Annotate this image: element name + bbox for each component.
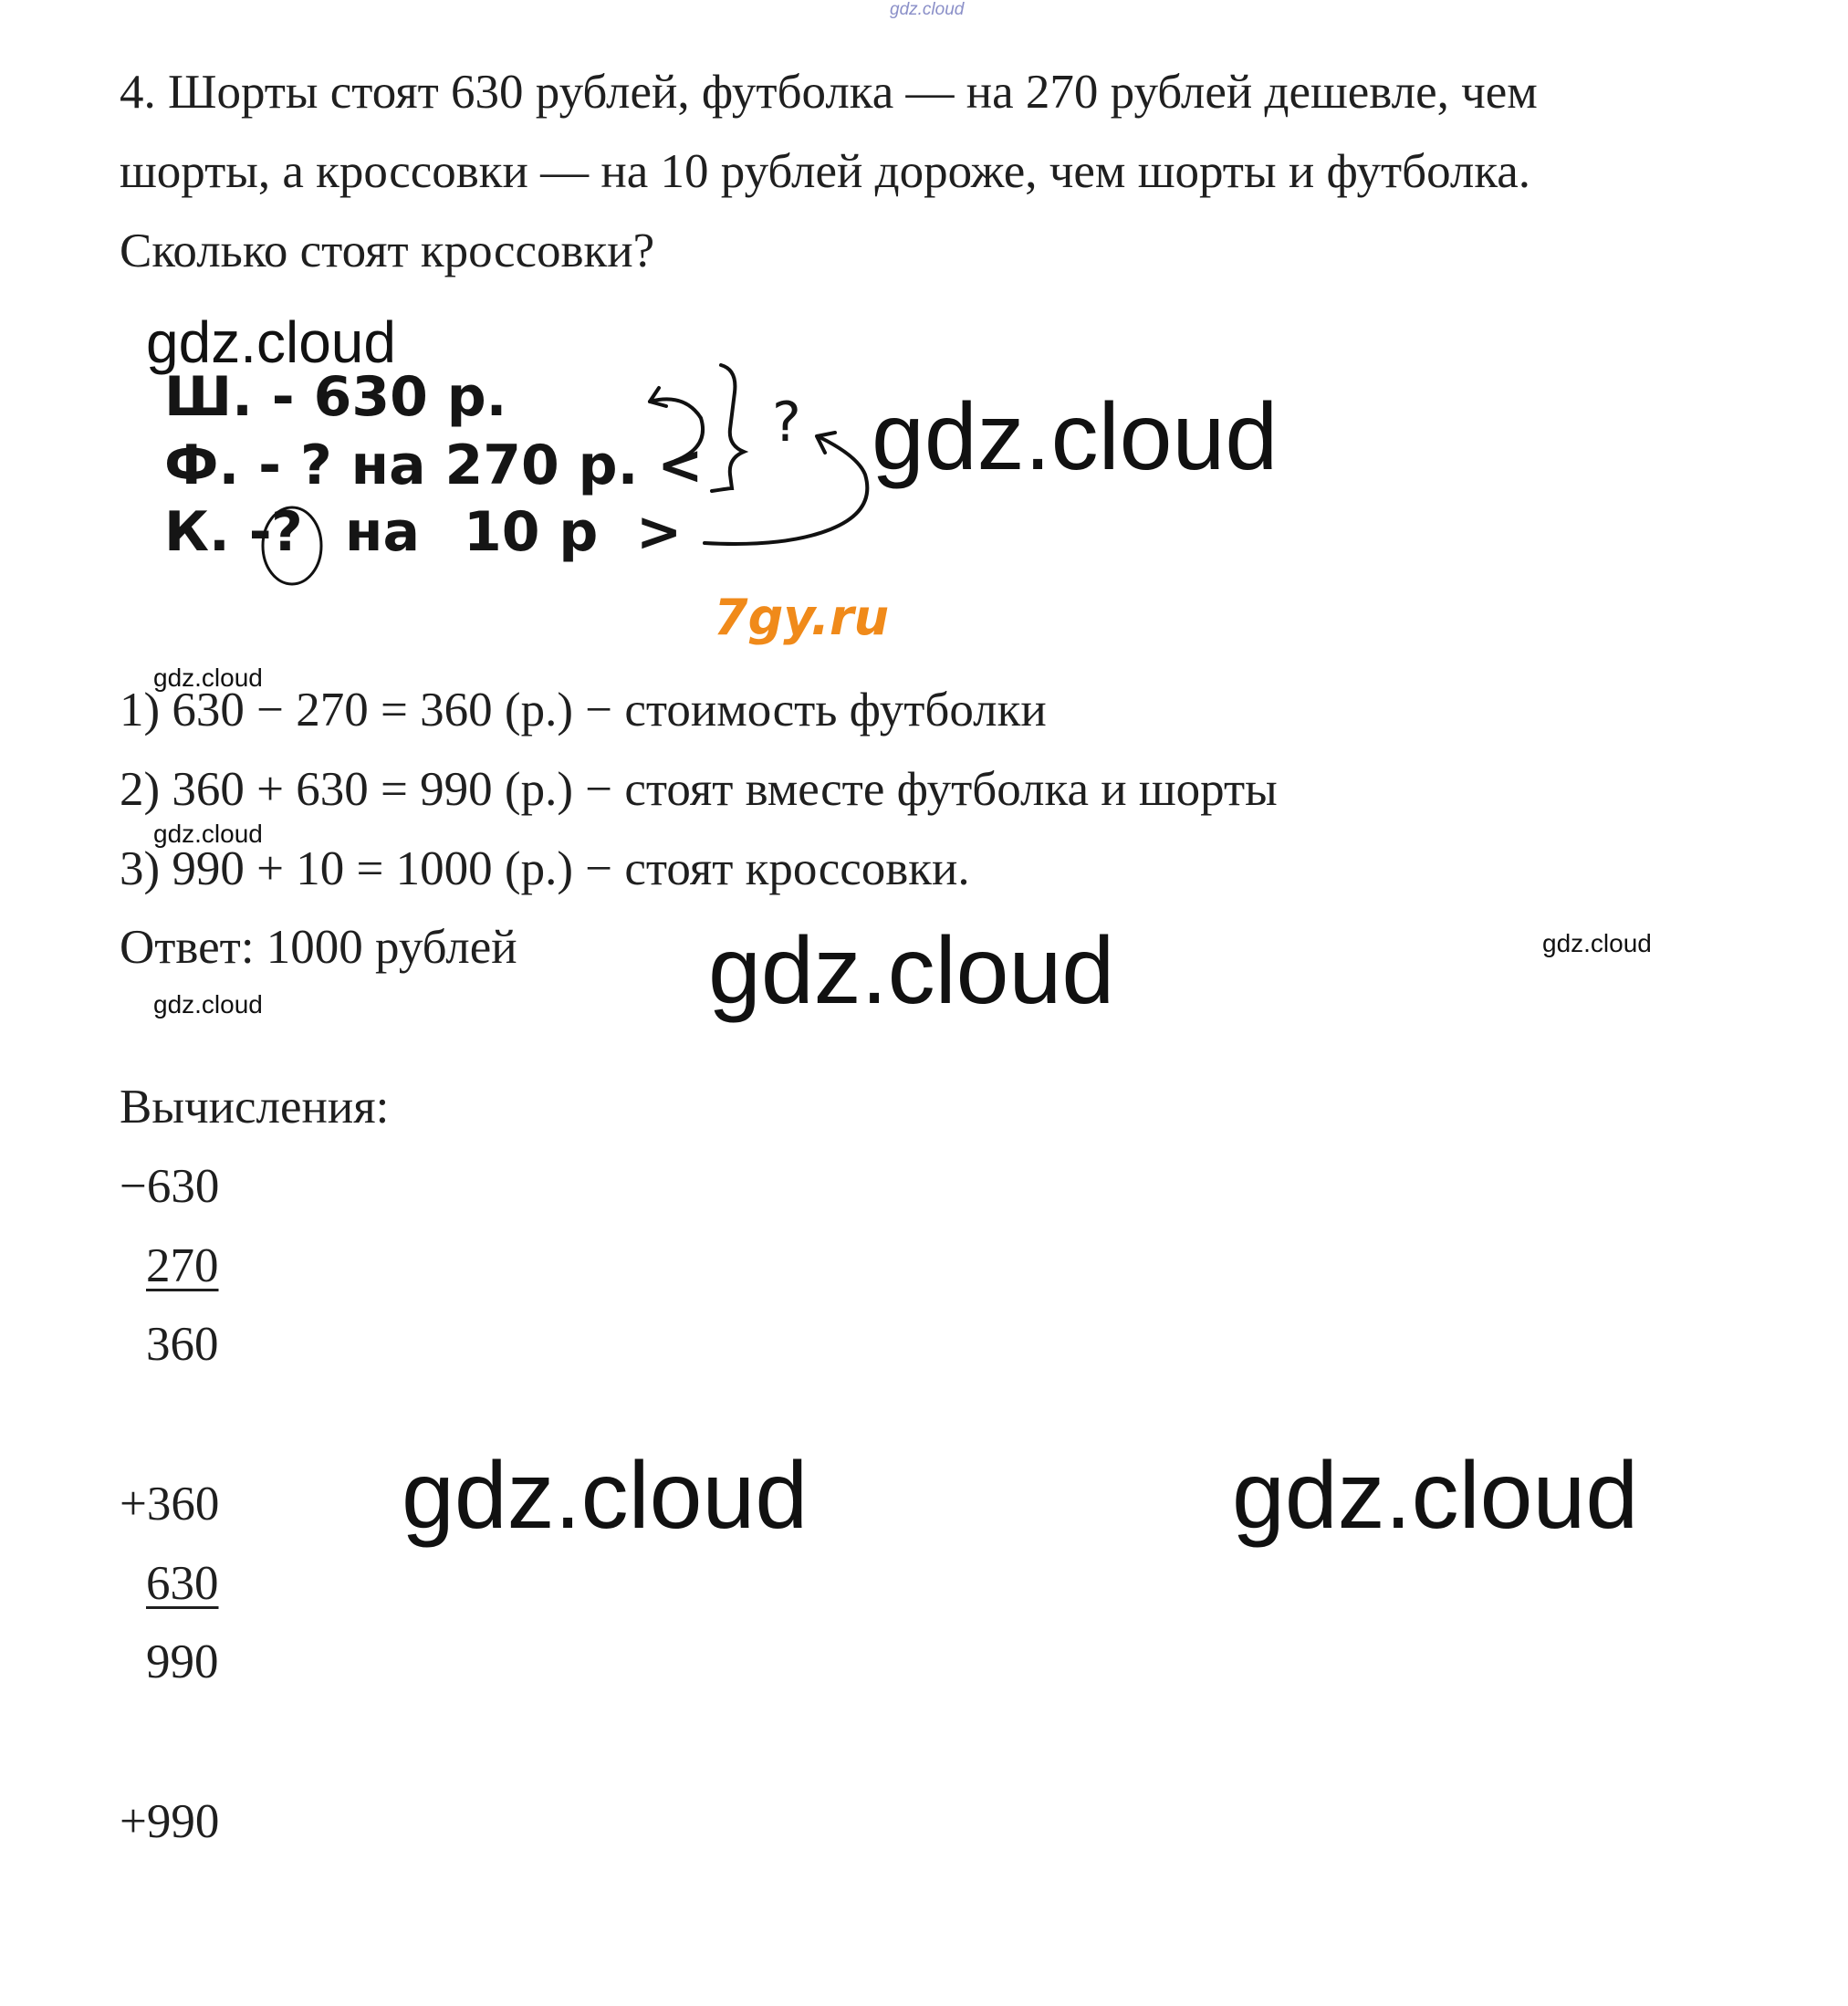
scheme-row-tshirt: Ф. - ? на 270 р. <	[164, 434, 704, 497]
solution-step-2: 2) 360 + 630 = 990 (р.) − стоят вместе футболка и шорты	[120, 763, 1278, 816]
problem-line-3: Сколько стоят кроссовки?	[120, 225, 655, 277]
answer-watermark-small: gdz.cloud	[1542, 929, 1652, 957]
answer-text: Ответ: 1000 рублей	[120, 921, 517, 974]
site-label-7gy: 7gy.ru	[714, 589, 890, 646]
scheme-watermark-top: gdz.cloud	[146, 309, 396, 375]
scheme-brace-question: ?	[772, 391, 801, 454]
steps-watermark-2: gdz.cloud	[153, 820, 263, 848]
scheme-row-sneakers-prefix: К. -	[164, 500, 272, 564]
scheme-row-sneakers-sign: >	[636, 500, 683, 564]
calc1-first: −630	[120, 1160, 220, 1213]
brace-shape	[712, 365, 744, 491]
calc2-second: 630	[146, 1557, 219, 1610]
scheme-row-sneakers-question: ?	[271, 500, 303, 564]
answer-watermark-below: gdz.cloud	[153, 990, 263, 1019]
steps-watermark-1: gdz.cloud	[153, 663, 263, 692]
problem-line-2: шорты, а кроссовки — на 10 рублей дороже, чем шорты и футболка.	[120, 145, 1531, 198]
scheme-row-sneakers-value: 10 р	[464, 500, 599, 564]
scheme-watermark-right: gdz.cloud	[872, 384, 1279, 490]
top-watermark: gdz.cloud	[890, 0, 965, 19]
solution-step-3: 3) 990 + 10 = 1000 (р.) − стоят кроссовки.	[120, 842, 970, 895]
calc1-result: 360	[146, 1318, 219, 1371]
problem-statement	[120, 53, 1762, 291]
scheme-row-shorts: Ш. - 630 р.	[164, 365, 507, 429]
solution-step-1: 1) 630 − 270 = 360 (р.) − стоимость футболки	[120, 684, 1047, 737]
calc3-first: +990	[120, 1795, 220, 1848]
calculations-title: Вычисления:	[120, 1081, 390, 1134]
calc2-result: 990	[146, 1635, 219, 1688]
calc2-first: +360	[120, 1478, 220, 1531]
calc-watermark-right: gdz.cloud	[1232, 1443, 1639, 1549]
calc-watermark-left: gdz.cloud	[402, 1443, 809, 1549]
calc1-second: 270	[146, 1239, 219, 1292]
problem-line-1: 4. Шорты стоят 630 рублей, футболка — на 270 рублей дешевле, чем	[120, 66, 1538, 119]
scheme-row-sneakers-mid: на	[345, 500, 420, 564]
answer-watermark-big: gdz.cloud	[708, 918, 1115, 1024]
